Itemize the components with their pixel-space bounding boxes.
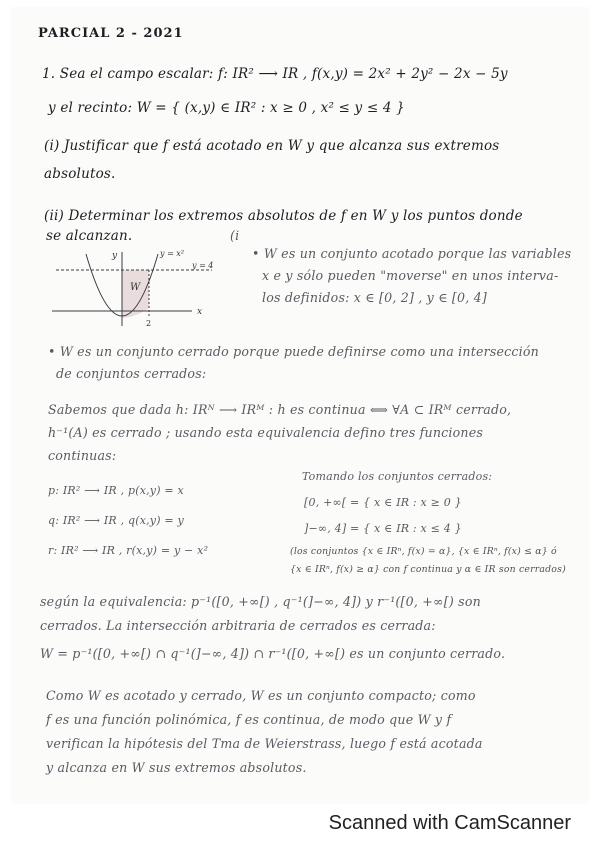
- part-i-line-2: absolutos.: [44, 166, 116, 182]
- closed-line-1: • W es un conjunto cerrado porque puede definirse como una intersección: [48, 344, 539, 359]
- equivalence-line-1: según la equivalencia: p⁻¹([0, +∞[) , q⁻¹(]−∞, 4]) y r⁻¹([0, +∞[) son: [40, 594, 481, 609]
- camscanner-watermark: [0, 812, 599, 835]
- x-tick-label: 2: [146, 319, 152, 328]
- closed-line-2: de conjuntos cerrados:: [56, 366, 207, 381]
- curve-label: y = x²: [160, 249, 185, 258]
- bounded-line-1: • W es un conjunto acotado porque las variables: [252, 246, 572, 261]
- problem-statement-line-2: y el recinto: W = { (x,y) ∈ IR² : x ≥ 0 , x² ≤ y ≤ 4 }: [48, 100, 405, 116]
- function-r: r: IR² ⟶ IR , r(x,y) = y − x²: [48, 544, 209, 557]
- conclusion-line-3: verifican la hipótesis del Tma de Weierstrass, luego f está acotada: [46, 736, 483, 751]
- line-label: y = 4: [192, 261, 214, 270]
- region-sketch: [42, 248, 222, 328]
- theorem-line-1: Sabemos que dada h: IRᴺ ⟶ IRᴹ : h es continua ⟺ ∀A ⊂ IRᴹ cerrado,: [48, 402, 512, 417]
- y-axis-label: y: [112, 251, 118, 261]
- closed-sets-note-2: {x ∈ IRⁿ, f(x) ≥ α} con f continua y α ∈ IR son cerrados): [290, 564, 566, 575]
- closed-set-1: [0, +∞[ = { x ∈ IR : x ≥ 0 }: [304, 496, 462, 509]
- taking-closed-sets: Tomando los conjuntos cerrados:: [302, 470, 493, 483]
- theorem-line-3: continuas:: [48, 448, 117, 463]
- problem-statement-line-1: 1. Sea el campo escalar: f: IR² ⟶ IR , f(x,y) = 2x² + 2y² − 2x − 5y: [42, 66, 508, 82]
- equivalence-line-3: W = p⁻¹([0, +∞[) ∩ q⁻¹(]−∞, 4]) ∩ r⁻¹([0, +∞[) es un conjunto cerrado.: [40, 646, 506, 661]
- theorem-line-2: h⁻¹(A) es cerrado ; usando esta equivalencia defino tres funciones: [48, 425, 484, 440]
- part-i-line-1: (i) Justificar que f está acotado en W y que alcanza sus extremos: [44, 138, 500, 154]
- part-i-marker: (i: [230, 228, 240, 243]
- watermark-text: Scanned with CamScanner: [328, 812, 571, 834]
- function-p: p: IR² ⟶ IR , p(x,y) = x: [48, 484, 184, 497]
- conclusion-line-2: f es una función polinómica, f es continua, de modo que W y f: [46, 712, 452, 727]
- bounded-line-3: los definidos: x ∈ [0, 2] , y ∈ [0, 4]: [262, 290, 487, 305]
- part-ii-line-2: se alcanzan.: [46, 228, 133, 244]
- conclusion-line-4: y alcanza en W sus extremos absolutos.: [46, 760, 307, 775]
- closed-sets-note-1: (los conjuntos {x ∈ IRⁿ, f(x) = α}, {x ∈ IRⁿ, f(x) ≤ α} ó: [290, 546, 557, 557]
- closed-set-2: ]−∞, 4] = { x ∈ IR : x ≤ 4 }: [304, 522, 462, 535]
- scanned-page: [12, 8, 588, 803]
- exam-title: PARCIAL 2 - 2021: [38, 26, 184, 41]
- function-q: q: IR² ⟶ IR , q(x,y) = y: [48, 514, 184, 527]
- region-label: W: [130, 282, 141, 293]
- conclusion-line-1: Como W es acotado y cerrado, W es un conjunto compacto; como: [46, 688, 476, 703]
- bounded-line-2: x e y sólo pueden "moverse" en unos interva-: [262, 268, 559, 283]
- x-axis-label: x: [197, 307, 203, 317]
- equivalence-line-2: cerrados. La intersección arbitraria de cerrados es cerrada:: [40, 618, 436, 633]
- part-ii-line-1: (ii) Determinar los extremos absolutos de f en W y los puntos donde: [44, 208, 523, 224]
